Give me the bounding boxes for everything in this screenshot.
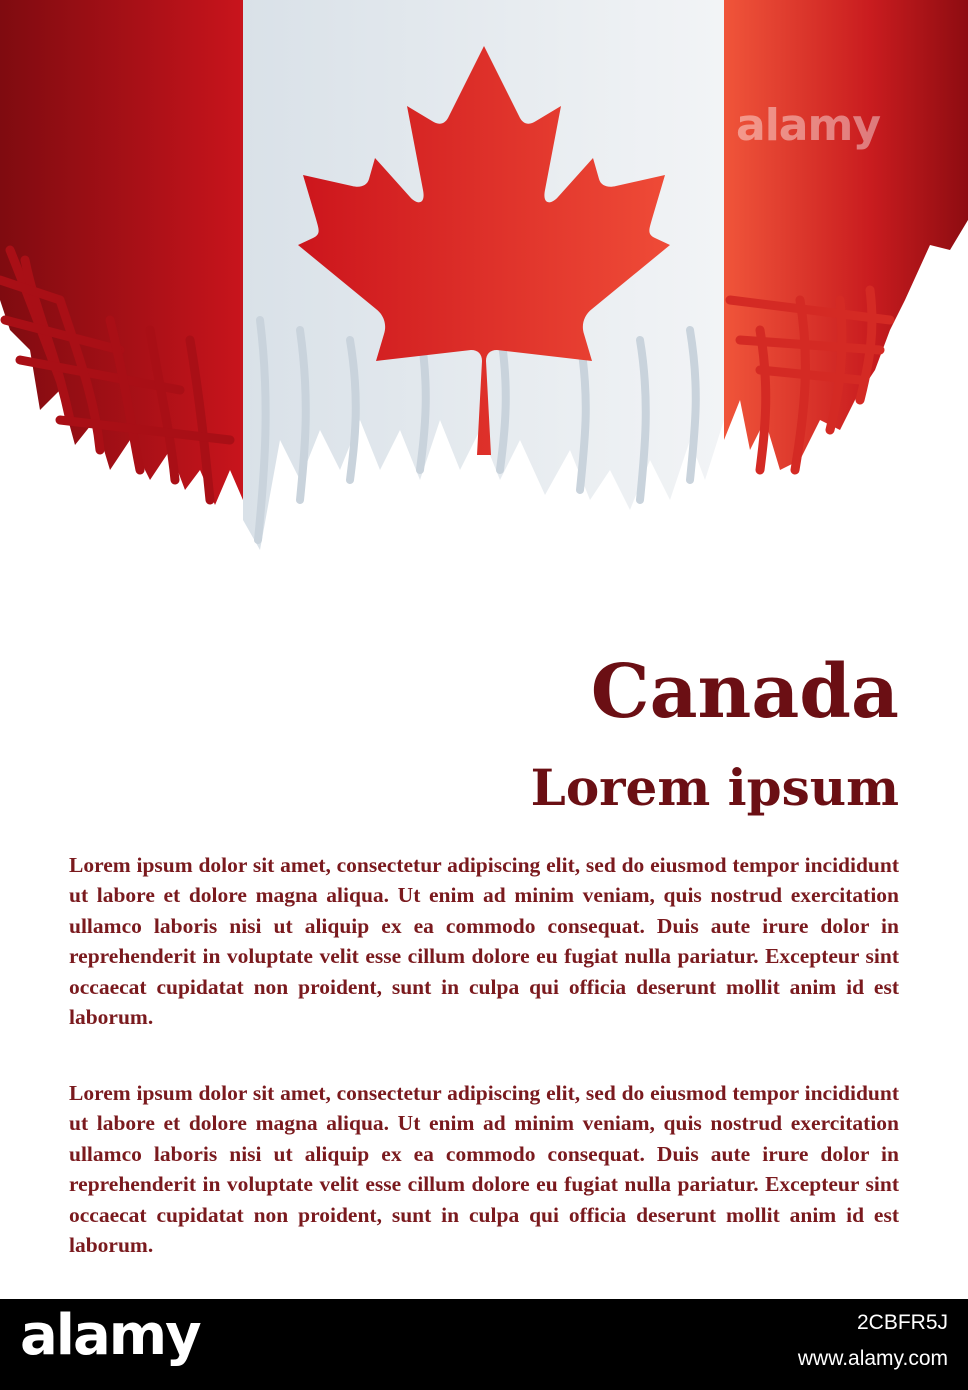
body-paragraph-1: Lorem ipsum dolor sit amet, consectetur adipiscing elit, sed do eiusmod tempor incididunt ut labore et dolore magna aliqua. Ut enim ad minim veniam, quis nostrud exercitation ullamco laboris nisi ut aliquip ex ea commodo consequat. Duis aute irure dolor in reprehenderit in voluptate velit esse cillum dolore eu fugiat nulla pariatur. Excepteur sint occaecat cupidatat non proident, sunt in culpa qui officia deserunt mollit anim id est laborum. xyxy=(69,853,899,1030)
flag-right-band xyxy=(724,0,968,470)
image-id: 2CBFR5J xyxy=(856,1311,948,1334)
canada-flag-illustration xyxy=(0,0,968,600)
watermark-logo: alamy xyxy=(736,100,880,151)
page-title: Canada xyxy=(590,649,899,735)
footer-url[interactable]: www.alamy.com xyxy=(797,1347,948,1370)
body-paragraph-2: Lorem ipsum dolor sit amet, consectetur adipiscing elit, sed do eiusmod tempor incididunt ut labore et dolore magna aliqua. Ut enim ad minim veniam, quis nostrud exercitation ullamco laboris nisi ut aliquip ex ea commodo consequat. Duis aute irure dolor in reprehenderit in voluptate velit esse cillum dolore eu fugiat nulla pariatur. Excepteur sint occaecat cupidatat non proident, sunt in culpa qui officia deserunt mollit anim id est laborum. xyxy=(69,1081,899,1258)
page-subtitle: Lorem ipsum xyxy=(530,758,899,817)
footer-logo: alamy xyxy=(20,1303,200,1368)
footer-bar xyxy=(0,1299,968,1390)
